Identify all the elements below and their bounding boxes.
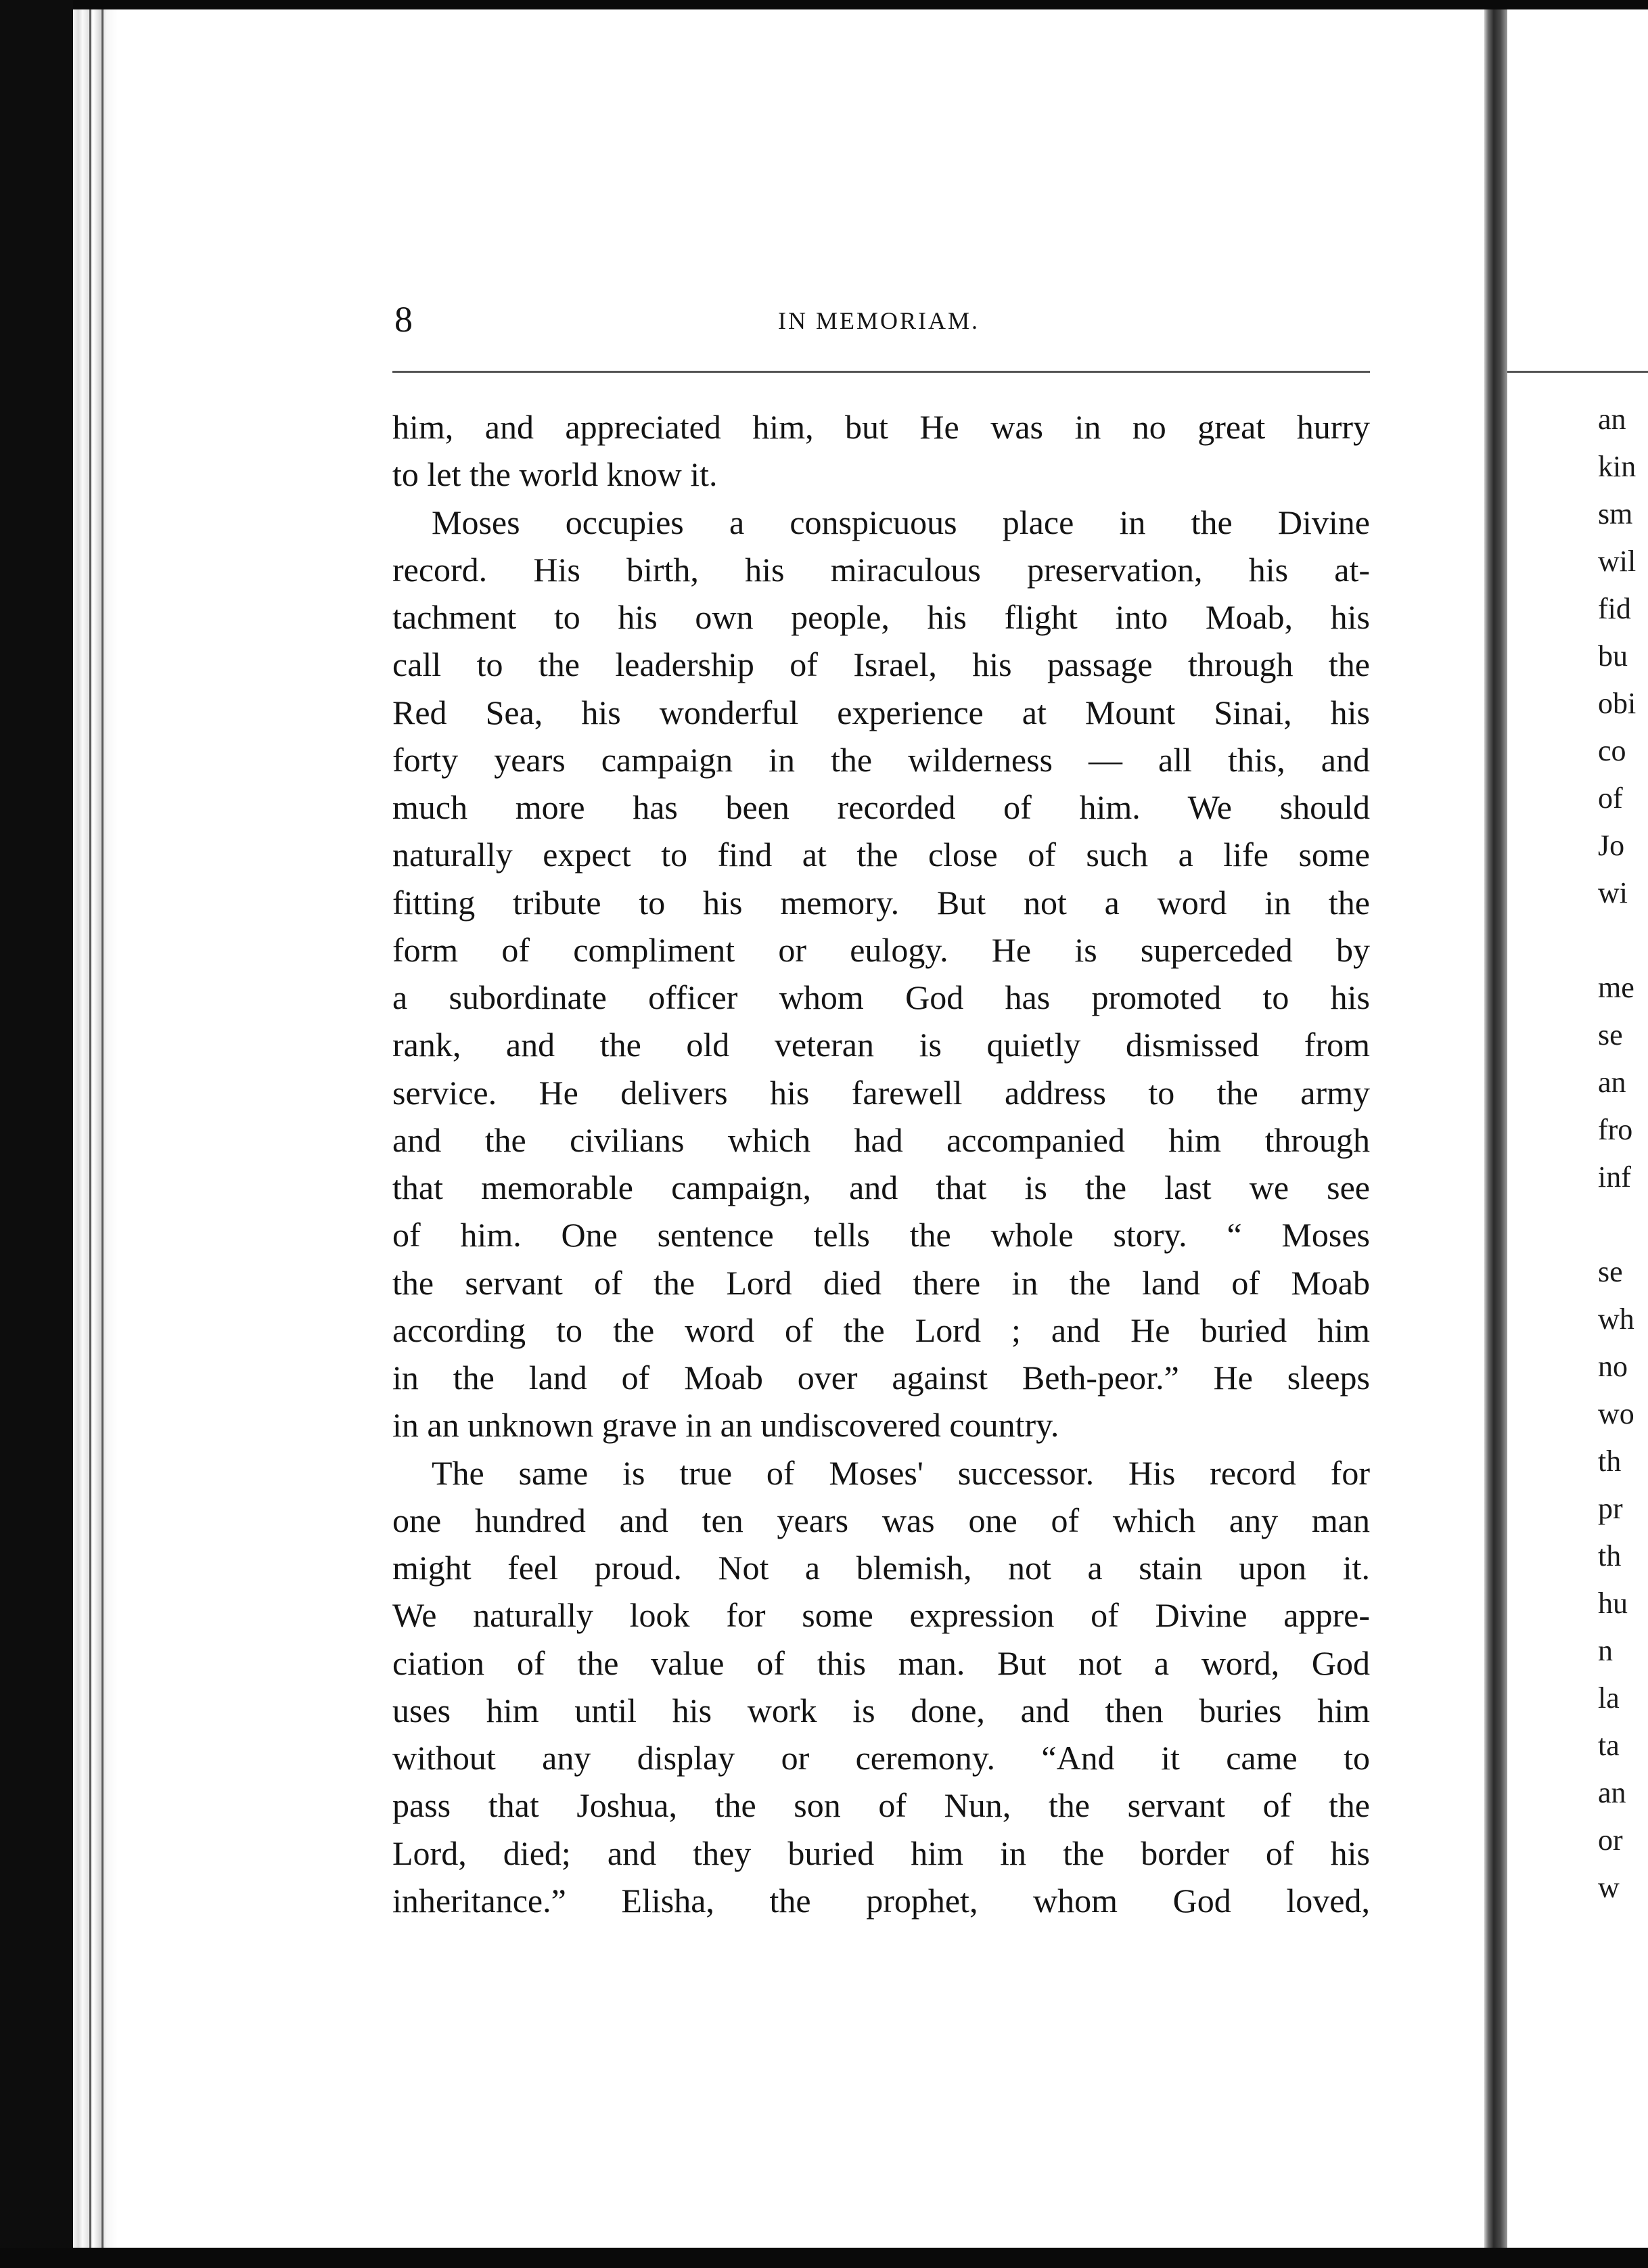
text-line: and the civilians which had accompanied him through [392, 1120, 1370, 1159]
text-line: Lord, died; and they buried him in the border of his [392, 1834, 1370, 1872]
facing-fragment: fid [1598, 592, 1631, 625]
text-line: record. His birth, his miraculous preservation, his at- [392, 550, 1370, 589]
page-edge-line [101, 9, 104, 2248]
text-line: We naturally look for some expression of Divine appre- [392, 1596, 1370, 1635]
facing-fragment: la [1598, 1681, 1620, 1715]
facing-fragment: w [1598, 1871, 1620, 1904]
text-line: Moses occupies a conspicuous place in the Divine [432, 503, 1370, 541]
facing-fragment: fro [1598, 1113, 1633, 1146]
scan-frame-top [0, 0, 1648, 9]
facing-page-rule [1507, 371, 1648, 373]
text-line: might feel proud. Not a blemish, not a stain upon it. [392, 1549, 1370, 1587]
facing-fragment: th [1598, 1539, 1622, 1572]
body-text [392, 403, 1370, 1924]
text-line: inheritance.” Elisha, the prophet, whom God loved, [392, 1881, 1370, 1920]
text-line: pass that Joshua, the son of Nun, the servant of the [392, 1786, 1370, 1825]
text-line: to let the world know it. [392, 455, 718, 494]
text-line: him, and appreciated him, but He was in no great hurry [392, 408, 1370, 446]
header-rule [392, 371, 1370, 373]
text-line: a subordinate officer whom God has promoted to his [392, 978, 1370, 1016]
text-line: naturally expect to find at the close of such a life some [392, 836, 1370, 874]
facing-fragment: no [1598, 1350, 1628, 1383]
facing-fragment: inf [1598, 1160, 1631, 1194]
facing-fragment: hu [1598, 1587, 1628, 1620]
facing-fragment: co [1598, 734, 1626, 767]
scan-frame-bottom [0, 2248, 1648, 2268]
text-line: Red Sea, his wonderful experience at Mount Sinai, his [392, 693, 1370, 731]
page-number: 8 [394, 299, 413, 340]
text-line: call to the leadership of Israel, his passage through the [392, 645, 1370, 684]
facing-fragment: wo [1598, 1397, 1634, 1430]
facing-fragment: obi [1598, 687, 1636, 720]
facing-fragment: th [1598, 1445, 1622, 1478]
facing-fragment: sm [1598, 497, 1633, 530]
text-line: The same is true of Moses' successor. His record for [432, 1453, 1370, 1492]
facing-fragment: n [1598, 1634, 1613, 1667]
text-line: rank, and the old veteran is quietly dismissed from [392, 1026, 1370, 1064]
text-line: without any display or ceremony. “And it came to [392, 1739, 1370, 1777]
text-line: uses him until his work is done, and then buries him [392, 1691, 1370, 1729]
text-line: tachment to his own people, his flight into Moab, his [392, 598, 1370, 636]
text-line: much more has been recorded of him. We should [392, 788, 1370, 826]
facing-fragment: Jo [1598, 829, 1625, 862]
facing-fragment: an [1598, 403, 1626, 436]
text-line: in an unknown grave in an undiscovered country. [392, 1406, 1059, 1445]
facing-fragment: wi [1598, 876, 1628, 909]
facing-fragment: of [1598, 781, 1623, 815]
facing-fragment: ta [1598, 1729, 1620, 1762]
facing-fragment: pr [1598, 1492, 1623, 1525]
facing-fragment: wh [1598, 1302, 1634, 1336]
facing-fragment: an [1598, 1776, 1626, 1809]
text-line: forty years campaign in the wilderness — all this, and [392, 740, 1370, 779]
running-title: IN MEMORIAM. [778, 307, 980, 334]
facing-fragment: me [1598, 971, 1634, 1004]
text-line: of him. One sentence tells the whole story. “ Moses [392, 1216, 1370, 1254]
book-gutter [1484, 9, 1507, 2248]
scan-frame-left [0, 0, 73, 2268]
facing-fragment: an [1598, 1066, 1626, 1099]
text-line: in the land of Moab over against Beth-peor.” He sleeps [392, 1359, 1370, 1397]
page-edges [73, 9, 118, 2248]
facing-fragment: kin [1598, 450, 1636, 483]
text-line: that memorable campaign, and that is the last we see [392, 1169, 1370, 1206]
text-line: one hundred and ten years was one of which any man [392, 1501, 1370, 1539]
facing-fragment: bu [1598, 639, 1628, 673]
text-line: ciation of the value of this man. But not a word, God [392, 1643, 1370, 1682]
facing-fragment: wil [1598, 545, 1636, 578]
page-edge-line [89, 9, 91, 2248]
facing-fragment: se [1598, 1255, 1623, 1288]
facing-fragment: or [1598, 1823, 1623, 1857]
text-line: fitting tribute to his memory. But not a word in the [392, 883, 1370, 922]
text-line: according to the word of the Lord ; and He buried him [392, 1311, 1370, 1349]
facing-fragment: se [1598, 1018, 1623, 1051]
text-line: service. He delivers his farewell address to the army [392, 1073, 1370, 1112]
text-line: form of compliment or eulogy. He is superceded by [392, 930, 1370, 969]
text-line: the servant of the Lord died there in the land of Moab [392, 1263, 1370, 1302]
